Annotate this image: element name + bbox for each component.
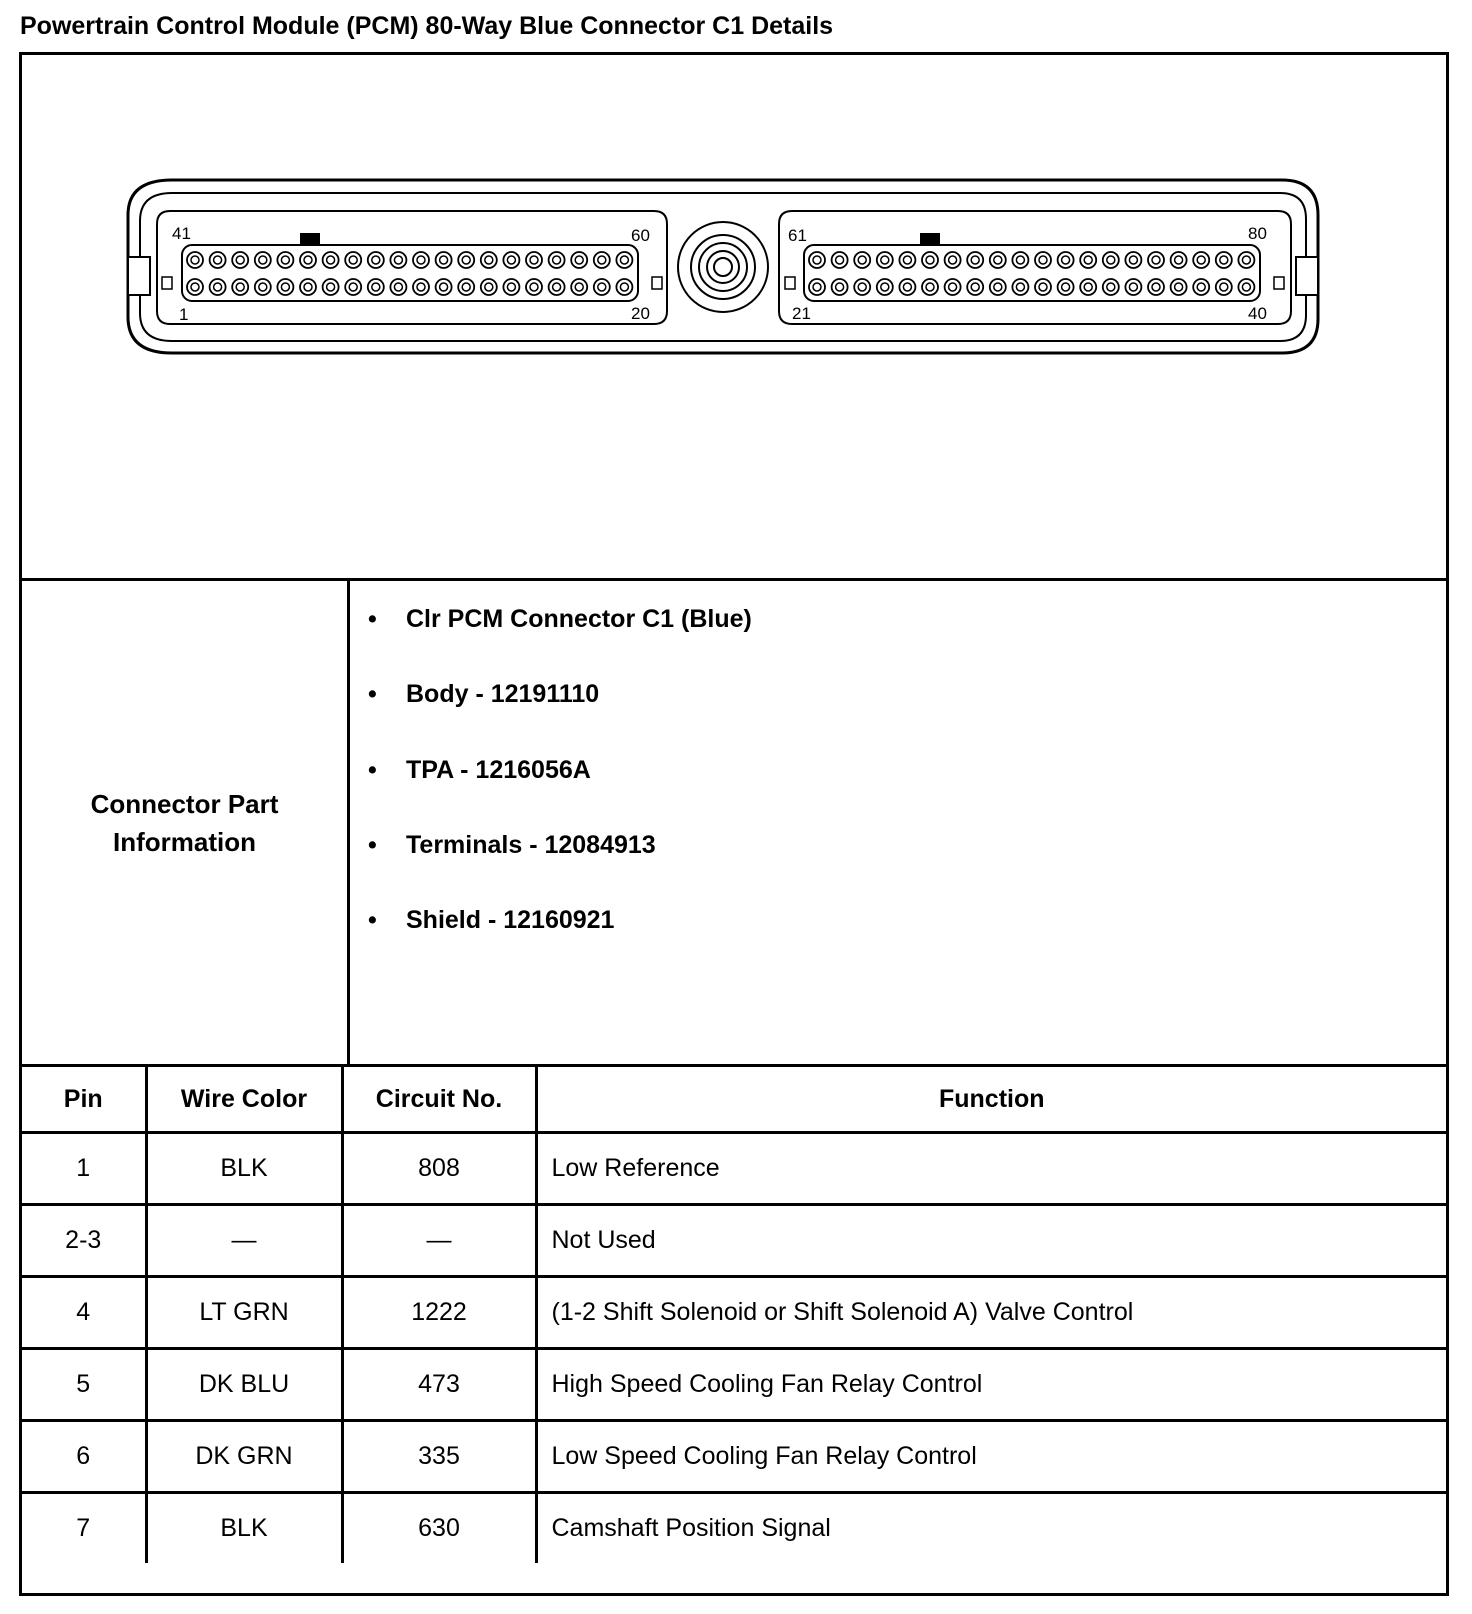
pin-cavity [1238, 279, 1254, 295]
key-left [300, 233, 320, 245]
pin-terminal [1016, 283, 1024, 291]
pin-cavity [616, 279, 632, 295]
pin-cavity [413, 279, 429, 295]
connector-part-list [350, 581, 1446, 1064]
pin-cavity [877, 279, 893, 295]
pin-terminal [553, 283, 561, 291]
header-wire-color: Wire Color [146, 1066, 342, 1133]
pin-terminal [903, 256, 911, 264]
pin-cavity [345, 279, 361, 295]
cell-wire-color: DK BLU [146, 1349, 342, 1421]
pin-terminal [236, 283, 244, 291]
pin-cavity [1103, 252, 1119, 268]
pin-cavity [899, 252, 915, 268]
pin-terminal [462, 283, 470, 291]
pin-terminal [507, 256, 515, 264]
pin-terminal [191, 283, 199, 291]
connector-part-information-label: Connector Part Information [22, 581, 350, 1064]
pin-cavity [1103, 279, 1119, 295]
pin-terminal [281, 256, 289, 264]
pin-cavity [1238, 252, 1254, 268]
pin-cavity [300, 252, 316, 268]
pin-cavity [877, 252, 893, 268]
pin-cavity [945, 252, 961, 268]
pin-terminal [236, 256, 244, 264]
pin-terminal [327, 283, 335, 291]
pin-terminal [417, 256, 425, 264]
table-row [22, 1349, 1446, 1421]
header-circuit-no: Circuit No. [342, 1066, 536, 1133]
cavity-right [779, 211, 1291, 324]
pin-cavity [571, 279, 587, 295]
part-item-tpa: • TPA - 1216056A [368, 756, 591, 784]
cell-pin: 6 [22, 1421, 146, 1493]
pin-cavity [1035, 252, 1051, 268]
pin-terminal [553, 256, 561, 264]
pins-right [809, 252, 1254, 295]
pin-label-60: 60 [631, 226, 650, 245]
table-row [22, 1277, 1446, 1349]
pin-terminal [836, 283, 844, 291]
pin-cavity [232, 252, 248, 268]
pin-terminal [394, 283, 402, 291]
bolt-center [714, 258, 732, 276]
pin-table [22, 1064, 1446, 1563]
pin-terminal [304, 256, 312, 264]
polarizer-left [162, 277, 172, 289]
pin-terminal [1129, 256, 1137, 264]
pin-terminal [507, 283, 515, 291]
pin-terminal [1197, 283, 1205, 291]
pin-terminal [485, 283, 493, 291]
pin-cavity [436, 279, 452, 295]
pin-cavity [187, 279, 203, 295]
pin-cavity [210, 279, 226, 295]
cell-function: Camshaft Position Signal [536, 1493, 1446, 1564]
pin-terminal [327, 256, 335, 264]
table-row [22, 1493, 1446, 1564]
part-item-connector: • Clr PCM Connector C1 (Blue) [368, 605, 752, 633]
pin-terminal [1175, 256, 1183, 264]
pin-terminal [1220, 283, 1228, 291]
pin-cavity [1193, 279, 1209, 295]
pin-terminal [530, 256, 538, 264]
polarizer-right-2 [1274, 277, 1284, 289]
pin-cavity [967, 279, 983, 295]
pin-terminal [1084, 256, 1092, 264]
pin-cavity [990, 279, 1006, 295]
pin-terminal [620, 256, 628, 264]
pin-cavity [458, 252, 474, 268]
latch-right [1296, 257, 1318, 295]
pin-terminal [281, 283, 289, 291]
pin-cavity [1193, 252, 1209, 268]
pins-left [187, 252, 632, 295]
pin-cavity [481, 279, 497, 295]
pin-block-right [804, 245, 1260, 301]
pin-label-40: 40 [1248, 304, 1267, 323]
cell-function: High Speed Cooling Fan Relay Control [536, 1349, 1446, 1421]
pin-cavity [549, 252, 565, 268]
table-row [22, 1421, 1446, 1493]
pin-terminal [949, 256, 957, 264]
part-item-terminals: • Terminals - 12084913 [368, 831, 656, 859]
table-header-row [22, 1066, 1446, 1133]
cell-pin: 7 [22, 1493, 146, 1564]
housing-outer [128, 180, 1318, 353]
pin-cavity [1216, 252, 1232, 268]
polarizer-right [785, 277, 795, 289]
pin-cavity [1035, 279, 1051, 295]
pin-cavity [899, 279, 915, 295]
pin-terminal [1129, 283, 1137, 291]
pin-cavity [809, 252, 825, 268]
pin-terminal [417, 283, 425, 291]
pin-cavity [526, 252, 542, 268]
pin-label-61: 61 [788, 226, 807, 245]
pin-cavity [503, 279, 519, 295]
pin-cavity [832, 252, 848, 268]
cell-pin: 2-3 [22, 1205, 146, 1277]
part-item-shield: • Shield - 12160921 [368, 906, 615, 934]
cell-function: (1-2 Shift Solenoid or Shift Solenoid A) Valve Control [536, 1277, 1446, 1349]
pin-terminal [1062, 256, 1070, 264]
bolt-ring-3 [707, 251, 739, 283]
pin-cavity [345, 252, 361, 268]
part-item-body: • Body - 12191110 [368, 680, 600, 708]
pin-label-41: 41 [172, 224, 191, 243]
pin-terminal [858, 283, 866, 291]
pin-terminal [1175, 283, 1183, 291]
pin-cavity [187, 252, 203, 268]
cell-wire-color: DK GRN [146, 1421, 342, 1493]
cavity-left [157, 211, 667, 324]
cell-circuit: 335 [342, 1421, 536, 1493]
pin-label-80: 80 [1248, 224, 1267, 243]
pin-terminal [191, 256, 199, 264]
pin-terminal [926, 256, 934, 264]
pin-cavity [390, 252, 406, 268]
pin-cavity [1125, 279, 1141, 295]
pin-terminal [462, 256, 470, 264]
pin-cavity [616, 252, 632, 268]
pin-terminal [214, 256, 222, 264]
pin-terminal [372, 256, 380, 264]
cell-function: Not Used [536, 1205, 1446, 1277]
pin-cavity [1216, 279, 1232, 295]
pin-terminal [575, 256, 583, 264]
pin-terminal [813, 256, 821, 264]
pin-terminal [259, 283, 267, 291]
pin-terminal [858, 256, 866, 264]
pin-terminal [971, 256, 979, 264]
pin-terminal [1039, 283, 1047, 291]
pin-terminal [1152, 256, 1160, 264]
cell-circuit: 473 [342, 1349, 536, 1421]
pin-cavity [300, 279, 316, 295]
pin-cavity [210, 252, 226, 268]
pin-cavity [368, 279, 384, 295]
cell-wire-color: — [146, 1205, 342, 1277]
pin-cavity [945, 279, 961, 295]
pin-cavity [990, 252, 1006, 268]
pin-terminal [1242, 283, 1250, 291]
pin-cavity [481, 252, 497, 268]
pin-cavity [594, 279, 610, 295]
pin-cavity [1080, 279, 1096, 295]
pin-terminal [349, 283, 357, 291]
connector-details-frame [19, 52, 1449, 1596]
pin-terminal [394, 256, 402, 264]
cell-pin: 1 [22, 1133, 146, 1205]
pin-cavity [832, 279, 848, 295]
cell-wire-color: LT GRN [146, 1277, 342, 1349]
pin-cavity [232, 279, 248, 295]
latch-left [128, 257, 150, 295]
pin-cavity [594, 252, 610, 268]
cell-pin: 4 [22, 1277, 146, 1349]
pin-terminal [598, 256, 606, 264]
pin-cavity [1058, 279, 1074, 295]
pin-cavity [922, 279, 938, 295]
pin-terminal [530, 283, 538, 291]
pin-cavity [413, 252, 429, 268]
pin-terminal [372, 283, 380, 291]
pin-terminal [926, 283, 934, 291]
pin-cavity [1012, 252, 1028, 268]
pin-terminal [1242, 256, 1250, 264]
pin-cavity [368, 252, 384, 268]
cell-circuit: — [342, 1205, 536, 1277]
pin-cavity [1080, 252, 1096, 268]
pin-terminal [485, 256, 493, 264]
pin-terminal [1220, 256, 1228, 264]
key-right [920, 233, 940, 245]
pin-label-21: 21 [792, 304, 811, 323]
pin-cavity [1148, 279, 1164, 295]
pin-terminal [440, 256, 448, 264]
pin-cavity [390, 279, 406, 295]
pin-terminal [1152, 283, 1160, 291]
pin-cavity [436, 252, 452, 268]
pin-terminal [994, 283, 1002, 291]
connector-diagram [22, 55, 1446, 581]
pin-cavity [922, 252, 938, 268]
pin-terminal [836, 256, 844, 264]
cell-function: Low Reference [536, 1133, 1446, 1205]
cell-pin: 5 [22, 1349, 146, 1421]
pin-cavity [277, 252, 293, 268]
pin-cavity [1171, 279, 1187, 295]
cell-circuit: 1222 [342, 1277, 536, 1349]
pin-terminal [575, 283, 583, 291]
pin-label-1: 1 [179, 305, 189, 324]
pin-cavity [255, 279, 271, 295]
pin-cavity [1148, 252, 1164, 268]
pin-cavity [323, 252, 339, 268]
pin-terminal [1039, 256, 1047, 264]
pin-terminal [881, 256, 889, 264]
page-title: Powertrain Control Module (PCM) 80-Way Blue Connector C1 Details [20, 12, 834, 40]
pin-cavity [854, 279, 870, 295]
pin-cavity [549, 279, 565, 295]
pin-terminal [813, 283, 821, 291]
pin-cavity [1012, 279, 1028, 295]
pin-terminal [1084, 283, 1092, 291]
cell-wire-color: BLK [146, 1493, 342, 1564]
pin-cavity [503, 252, 519, 268]
pin-terminal [620, 283, 628, 291]
pin-cavity [854, 252, 870, 268]
pin-terminal [1016, 256, 1024, 264]
pin-terminal [1107, 256, 1115, 264]
header-pin: Pin [22, 1066, 146, 1133]
pin-terminal [214, 283, 222, 291]
pin-terminal [1107, 283, 1115, 291]
pin-terminal [949, 283, 957, 291]
pin-cavity [809, 279, 825, 295]
pin-cavity [967, 252, 983, 268]
pin-terminal [304, 283, 312, 291]
pin-cavity [277, 279, 293, 295]
bolt-ring [691, 235, 755, 299]
pin-label-20: 20 [631, 304, 650, 323]
pin-terminal [598, 283, 606, 291]
pin-terminal [994, 256, 1002, 264]
pin-terminal [881, 283, 889, 291]
cell-wire-color: BLK [146, 1133, 342, 1205]
pin-terminal [1197, 256, 1205, 264]
pin-cavity [458, 279, 474, 295]
pin-cavity [526, 279, 542, 295]
pin-block-left [182, 245, 638, 301]
pin-cavity [1171, 252, 1187, 268]
pin-terminal [440, 283, 448, 291]
pin-cavity [1058, 252, 1074, 268]
cell-circuit: 808 [342, 1133, 536, 1205]
pin-terminal [971, 283, 979, 291]
pin-cavity [255, 252, 271, 268]
pin-terminal [903, 283, 911, 291]
table-row [22, 1205, 1446, 1277]
cell-circuit: 630 [342, 1493, 536, 1564]
pin-cavity [1125, 252, 1141, 268]
pin-cavity [323, 279, 339, 295]
pin-cavity [571, 252, 587, 268]
cell-function: Low Speed Cooling Fan Relay Control [536, 1421, 1446, 1493]
polarizer-left-2 [652, 277, 662, 289]
pin-terminal [1062, 283, 1070, 291]
header-function: Function [536, 1066, 1446, 1133]
table-row [22, 1133, 1446, 1205]
connector-drawing [22, 55, 1446, 575]
pin-terminal [259, 256, 267, 264]
pin-terminal [349, 256, 357, 264]
